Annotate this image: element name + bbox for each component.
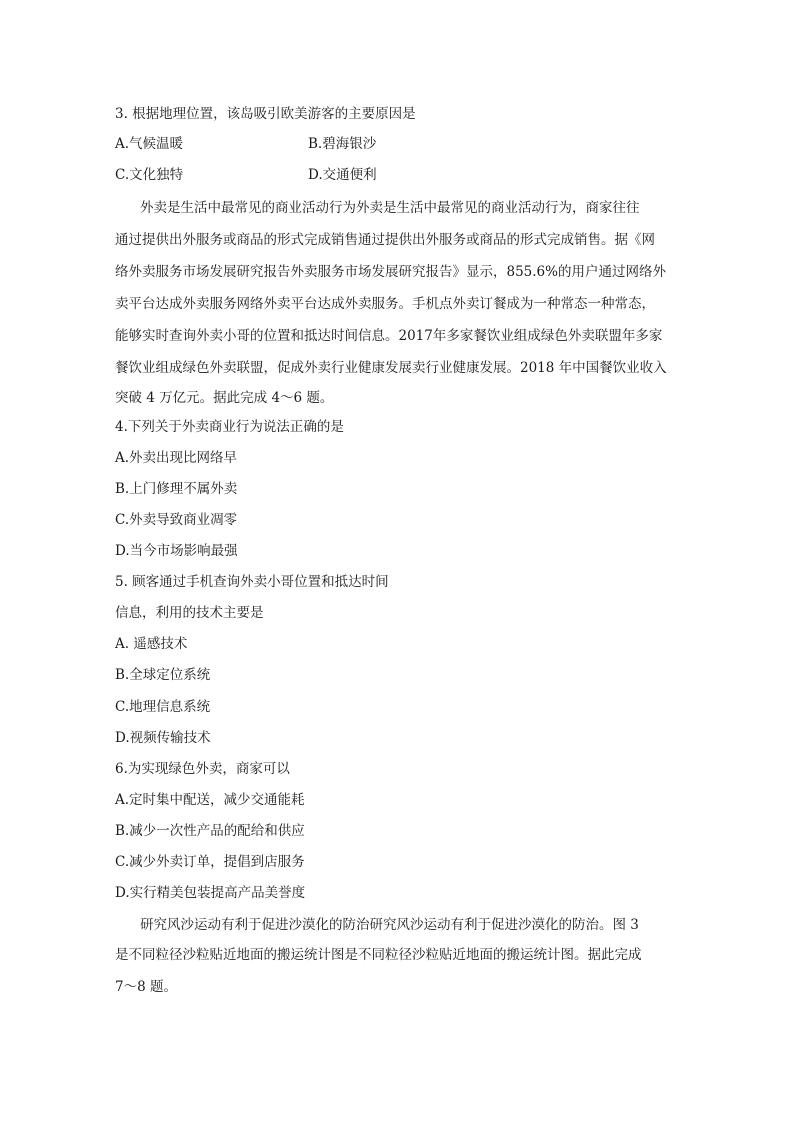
question-6-option-c: C.减少外卖订单，提倡到店服务 — [115, 854, 305, 870]
passage-line: 突破 4 万亿元。据此完成 4～6 题。 — [115, 390, 334, 406]
question-6-option-a: A.定时集中配送，减少交通能耗 — [115, 792, 305, 808]
question-5-option-b: B.全球定位系统 — [115, 667, 211, 683]
passage-line: 卖平台达成外卖服务网络外卖平台达成外卖服务。手机点外卖订餐成为一种常态一种常态， — [115, 296, 655, 312]
option-d: D.交通便利 — [308, 167, 377, 183]
passage-line: 能够实时查询外卖小哥的位置和抵达时间信息。2017年多家餐饮业组成绿色外卖联盟年多家 — [115, 328, 663, 344]
question-3-stem: 3. 根据地理位置，该岛吸引欧美游客的主要原因是 — [115, 106, 416, 122]
option-b: B.碧海银沙 — [308, 136, 377, 152]
question-3-options-row-2 — [115, 165, 675, 185]
passage-line: 通过提供出外服务或商品的形式完成销售通过提供出外服务或商品的形式完成销售。据《网 — [115, 232, 655, 248]
passage2-line: 是不同粒径沙粒贴近地面的搬运统计图是不同粒径沙粒贴近地面的搬运统计图。据此完成 — [115, 947, 642, 963]
question-4-option-d: D.当今市场影响最强 — [115, 543, 238, 559]
question-3-options-row-1 — [115, 134, 675, 154]
passage-line: 外卖是生活中最常见的商业活动行为外卖是生活中最常见的商业活动行为，商家往往 — [140, 200, 640, 216]
question-5-option-c: C.地理信息系统 — [115, 699, 211, 715]
question-5-option-a: A. 遥感技术 — [115, 636, 188, 652]
question-6-stem: 6.为实现绿色外卖，商家可以 — [115, 761, 290, 777]
question-4-option-c: C.外卖导致商业凋零 — [115, 512, 238, 528]
question-6-option-d: D.实行精美包装提高产品美誉度 — [115, 885, 306, 901]
option-a: A.气候温暖 — [115, 136, 184, 152]
question-4-option-b: B.上门修理不属外卖 — [115, 481, 238, 497]
question-4-option-a: A.外卖出现比网络早 — [115, 450, 238, 466]
passage-line: 餐饮业组成绿色外卖联盟，促成外卖行业健康发展卖行业健康发展。2018 年中国餐饮业收入 — [115, 360, 667, 376]
passage2-line: 7～8 题。 — [115, 979, 177, 995]
question-5-option-d: D.视频传输技术 — [115, 730, 211, 746]
option-c: C.文化独特 — [115, 167, 184, 183]
question-4-stem: 4.下列关于外卖商业行为说法正确的是 — [115, 419, 344, 435]
passage-line: 络外卖服务市场发展研究报告外卖服务市场发展研究报告》显示，855.6%的用户通过网络外 — [115, 264, 666, 280]
question-6-option-b: B.减少一次性产品的配给和供应 — [115, 823, 305, 839]
question-5-stem: 5. 顾客通过手机查询外卖小哥位置和抵达时间 — [115, 574, 389, 590]
question-5-stem-cont: 信息，利用的技术主要是 — [115, 605, 264, 621]
passage2-line: 研究风沙运动有利于促进沙漠化的防治研究风沙运动有利于促进沙漠化的防治。图 3 — [140, 917, 639, 933]
